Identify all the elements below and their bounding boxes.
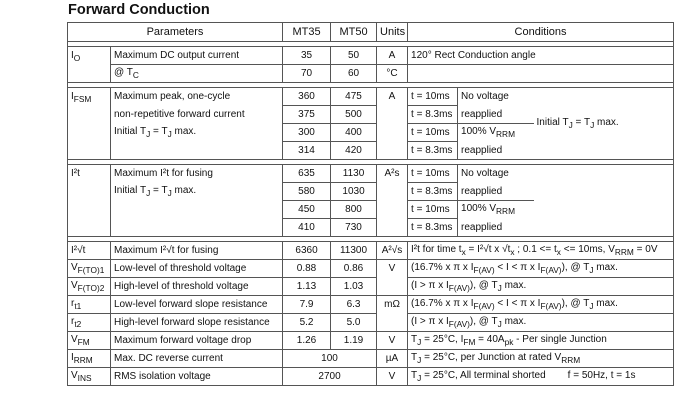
condition-voltage: reapplied xyxy=(458,183,534,201)
value-mt35: 7.9 xyxy=(283,296,331,314)
value-mt50: 800 xyxy=(331,201,377,219)
symbol-i2t: I²t xyxy=(68,165,111,237)
condition: $T_J = 25^\circ C$, All terminal shorted f = 50Hz, t = 1s xyxy=(408,368,674,386)
value-mt35: 6360 xyxy=(283,242,331,260)
value-combined: 100 xyxy=(283,350,377,368)
condition-time: t = 8.3ms xyxy=(408,106,458,124)
param-desc: Maximum forward voltage drop xyxy=(111,332,283,350)
forward-conduction-table xyxy=(67,22,674,386)
unit: A xyxy=(377,88,408,160)
param-desc: Max. DC reverse current xyxy=(111,350,283,368)
value-mt50: 11300 xyxy=(331,242,377,260)
unit: µA xyxy=(377,350,408,368)
table-row xyxy=(68,65,674,83)
condition-time: t = 8.3ms xyxy=(408,219,458,237)
param-desc: High-level of threshold voltage xyxy=(111,278,283,296)
symbol-vins: $V_{INS}$ xyxy=(68,368,111,386)
symbol-rt2: $r_{t2}$ xyxy=(68,314,111,332)
condition: (I > π x $I_{F(AV)}$), @ $T_J$ max. xyxy=(408,278,674,296)
condition-voltage: reapplied xyxy=(458,106,534,124)
condition-time: t = 10ms xyxy=(408,201,458,219)
value-mt35: 635 xyxy=(283,165,331,183)
condition-note: Initial $T_J = T_J$ max. xyxy=(534,88,674,160)
value-mt35: 360 xyxy=(283,88,331,106)
symbol-ifsm: $I_{FSM}$ xyxy=(68,88,111,160)
symbol-vfto1: $V_{F(TO)1}$ xyxy=(68,260,111,278)
condition: (I > π x $I_{F(AV)}$), @ $T_J$ max. xyxy=(408,314,674,332)
value-mt50: 1.19 xyxy=(331,332,377,350)
value-mt50: 5.0 xyxy=(331,314,377,332)
condition: (16.7% x π x $I_{F(AV)} < I < \pi$ x $I_{F(AV)}$), @ $T_J$ max. xyxy=(408,260,674,278)
unit: mΩ xyxy=(377,296,408,332)
condition-time: t = 8.3ms xyxy=(408,142,458,160)
table-row xyxy=(68,165,674,183)
condition: $T_J = 25^\circ C$, per Junction at rated $V_{RRM}$ xyxy=(408,350,674,368)
param-desc: Maximum I²t for fusing xyxy=(111,165,283,183)
unit: A²s xyxy=(377,165,408,237)
condition-voltage: No voltage xyxy=(458,165,534,183)
condition-note xyxy=(534,165,674,237)
table-row xyxy=(68,314,674,332)
value-mt50: 400 xyxy=(331,124,377,142)
param-desc: Initial $T_J = T_J$ max. xyxy=(111,124,283,142)
value-mt35: 300 xyxy=(283,124,331,142)
symbol-vfm: $V_{FM}$ xyxy=(68,332,111,350)
value-mt50: 50 xyxy=(331,47,377,65)
header-parameters: Parameters xyxy=(68,23,283,42)
value-mt35: 5.2 xyxy=(283,314,331,332)
header-conditions: Conditions xyxy=(408,23,674,42)
symbol-irrm: $I_{RRM}$ xyxy=(68,350,111,368)
symbol-io: $I_O$ xyxy=(68,47,111,83)
unit: A xyxy=(377,47,408,65)
param-desc: Low-level forward slope resistance xyxy=(111,296,283,314)
param-desc xyxy=(111,201,283,219)
condition: 120° Rect Conduction angle xyxy=(408,47,674,65)
section-title: Forward Conduction xyxy=(68,2,210,18)
value-mt50: 0.86 xyxy=(331,260,377,278)
table-row xyxy=(68,242,674,260)
condition-time: t = 10ms xyxy=(408,124,458,142)
condition-voltage: 100% $V_{RRM}$ xyxy=(458,124,534,142)
condition: $T_J = 25^\circ C$, $I_{FM} = 40A_{pk}$ - Per single Junction xyxy=(408,332,674,350)
value-mt35: 1.13 xyxy=(283,278,331,296)
unit: V xyxy=(377,332,408,350)
value-mt35: 580 xyxy=(283,183,331,201)
header-mt35: MT35 xyxy=(283,23,331,42)
param-desc: Maximum I²√t for fusing xyxy=(111,242,283,260)
table-row xyxy=(68,350,674,368)
param-desc: @ $T_C$ xyxy=(111,65,283,83)
value-mt35: 314 xyxy=(283,142,331,160)
value-mt50: 500 xyxy=(331,106,377,124)
value-combined: 2700 xyxy=(283,368,377,386)
value-mt50: 60 xyxy=(331,65,377,83)
table-row xyxy=(68,47,674,65)
condition: I²t for time $t_x = I^2√t$ x $√t_x$ ; $0.1 <= t_x <= 10ms$, $V_{RRM} = 0V$ xyxy=(408,242,674,260)
condition xyxy=(408,65,674,83)
value-mt35: 35 xyxy=(283,47,331,65)
unit: V xyxy=(377,368,408,386)
header-units: Units xyxy=(377,23,408,42)
symbol-i2rt: I²√t xyxy=(68,242,111,260)
unit: °C xyxy=(377,65,408,83)
value-mt35: 375 xyxy=(283,106,331,124)
header-mt50: MT50 xyxy=(331,23,377,42)
symbol-vfto2: $V_{F(TO)2}$ xyxy=(68,278,111,296)
value-mt50: 1.03 xyxy=(331,278,377,296)
table-row xyxy=(68,260,674,278)
value-mt35: 410 xyxy=(283,219,331,237)
value-mt50: 420 xyxy=(331,142,377,160)
value-mt50: 1030 xyxy=(331,183,377,201)
condition-voltage: reapplied xyxy=(458,142,534,160)
param-desc: Maximum DC output current xyxy=(111,47,283,65)
value-mt50: 730 xyxy=(331,219,377,237)
condition-time: t = 10ms xyxy=(408,165,458,183)
condition-voltage: No voltage xyxy=(458,88,534,106)
table-row xyxy=(68,332,674,350)
param-desc: RMS isolation voltage xyxy=(111,368,283,386)
value-mt35: 70 xyxy=(283,65,331,83)
table-row xyxy=(68,88,674,106)
table-row xyxy=(68,278,674,296)
param-desc: Initial $T_J = T_J$ max. xyxy=(111,183,283,201)
unit: V xyxy=(377,260,408,296)
param-desc: High-level forward slope resistance xyxy=(111,314,283,332)
condition: (16.7% x π x $I_{F(AV)} < I < \pi$ x $I_{F(AV)}$), @ $T_J$ max. xyxy=(408,296,674,314)
param-desc: Low-level of threshold voltage xyxy=(111,260,283,278)
value-mt50: 475 xyxy=(331,88,377,106)
unit: A²√s xyxy=(377,242,408,260)
value-mt50: 6.3 xyxy=(331,296,377,314)
condition-voltage: reapplied xyxy=(458,219,534,237)
param-desc xyxy=(111,219,283,237)
header-row xyxy=(68,23,674,42)
condition-time: t = 10ms xyxy=(408,88,458,106)
condition-voltage: 100% $V_{RRM}$ xyxy=(458,201,534,219)
value-mt35: 450 xyxy=(283,201,331,219)
value-mt35: 0.88 xyxy=(283,260,331,278)
value-mt35: 1.26 xyxy=(283,332,331,350)
table-row xyxy=(68,296,674,314)
symbol-rt1: $r_{t1}$ xyxy=(68,296,111,314)
value-mt50: 1130 xyxy=(331,165,377,183)
table-row xyxy=(68,368,674,386)
param-desc: Maximum peak, one-cycle xyxy=(111,88,283,106)
condition-time: t = 8.3ms xyxy=(408,183,458,201)
param-desc xyxy=(111,142,283,160)
param-desc: non-repetitive forward current xyxy=(111,106,283,124)
